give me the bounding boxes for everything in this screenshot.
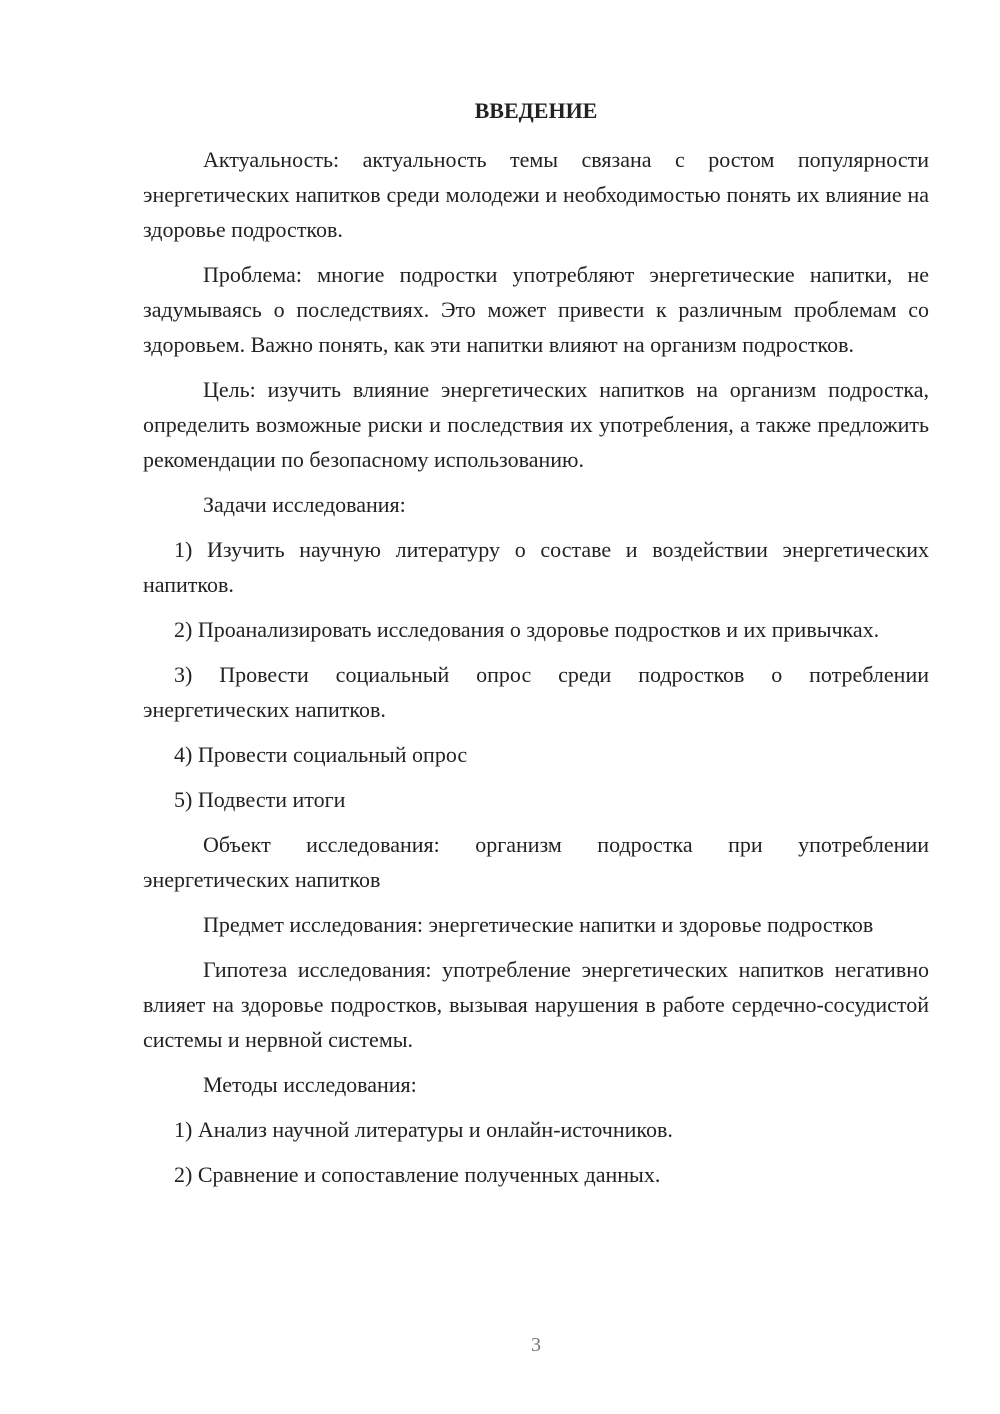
- paragraph-hypothesis: Гипотеза исследования: употребление энергетических напитков негативно влияет на здоровье подростков, вызывая нарушения в работе сердечно-сосудистой системы и нервной системы.: [143, 957, 929, 1052]
- task-item-1: 1) Изучить научную литературу о составе и воздействии энергетических напитков.: [143, 537, 929, 597]
- page-number: 3: [531, 1334, 541, 1356]
- paragraph-tasks-heading: Задачи исследования:: [203, 492, 406, 517]
- page-title: ВВЕДЕНИЕ: [474, 98, 598, 123]
- task-item-3: 3) Провести социальный опрос среди подростков о потреблении энергетических напитков.: [143, 662, 929, 722]
- document-body: [143, 142, 929, 1202]
- paragraph-object: Объект исследования: организм подростка при употреблении энергетических напитков: [143, 832, 929, 892]
- paragraph-problem: Проблема: многие подростки употребляют энергетические напитки, не задумываясь о последствиях. Это может привести к различным проблемам со здоровьем. Важно понять, как эти напитки влияют на организм подростков.: [143, 262, 929, 357]
- task-item-4: 4) Провести социальный опрос: [174, 742, 468, 767]
- method-item-2: 2) Сравнение и сопоставление полученных данных.: [174, 1162, 661, 1187]
- paragraph-methods-heading: Методы исследования:: [203, 1072, 417, 1097]
- paragraph-goal: Цель: изучить влияние энергетических напитков на организм подростка, определить возможные риски и последствия их употребления, а также предложить рекомендации по безопасному использованию.: [143, 377, 929, 472]
- task-item-5: 5) Подвести итоги: [174, 787, 346, 812]
- paragraph-relevance: Актуальность: актуальность темы связана с ростом популярности энергетических напитков среди молодежи и необходимостью понять их влияние на здоровье подростков.: [143, 147, 929, 242]
- paragraph-subject: Предмет исследования: энергетические напитки и здоровье подростков: [203, 912, 874, 937]
- method-item-1: 1) Анализ научной литературы и онлайн-источников.: [174, 1117, 673, 1142]
- task-item-2: 2) Проанализировать исследования о здоровье подростков и их привычках.: [174, 617, 880, 642]
